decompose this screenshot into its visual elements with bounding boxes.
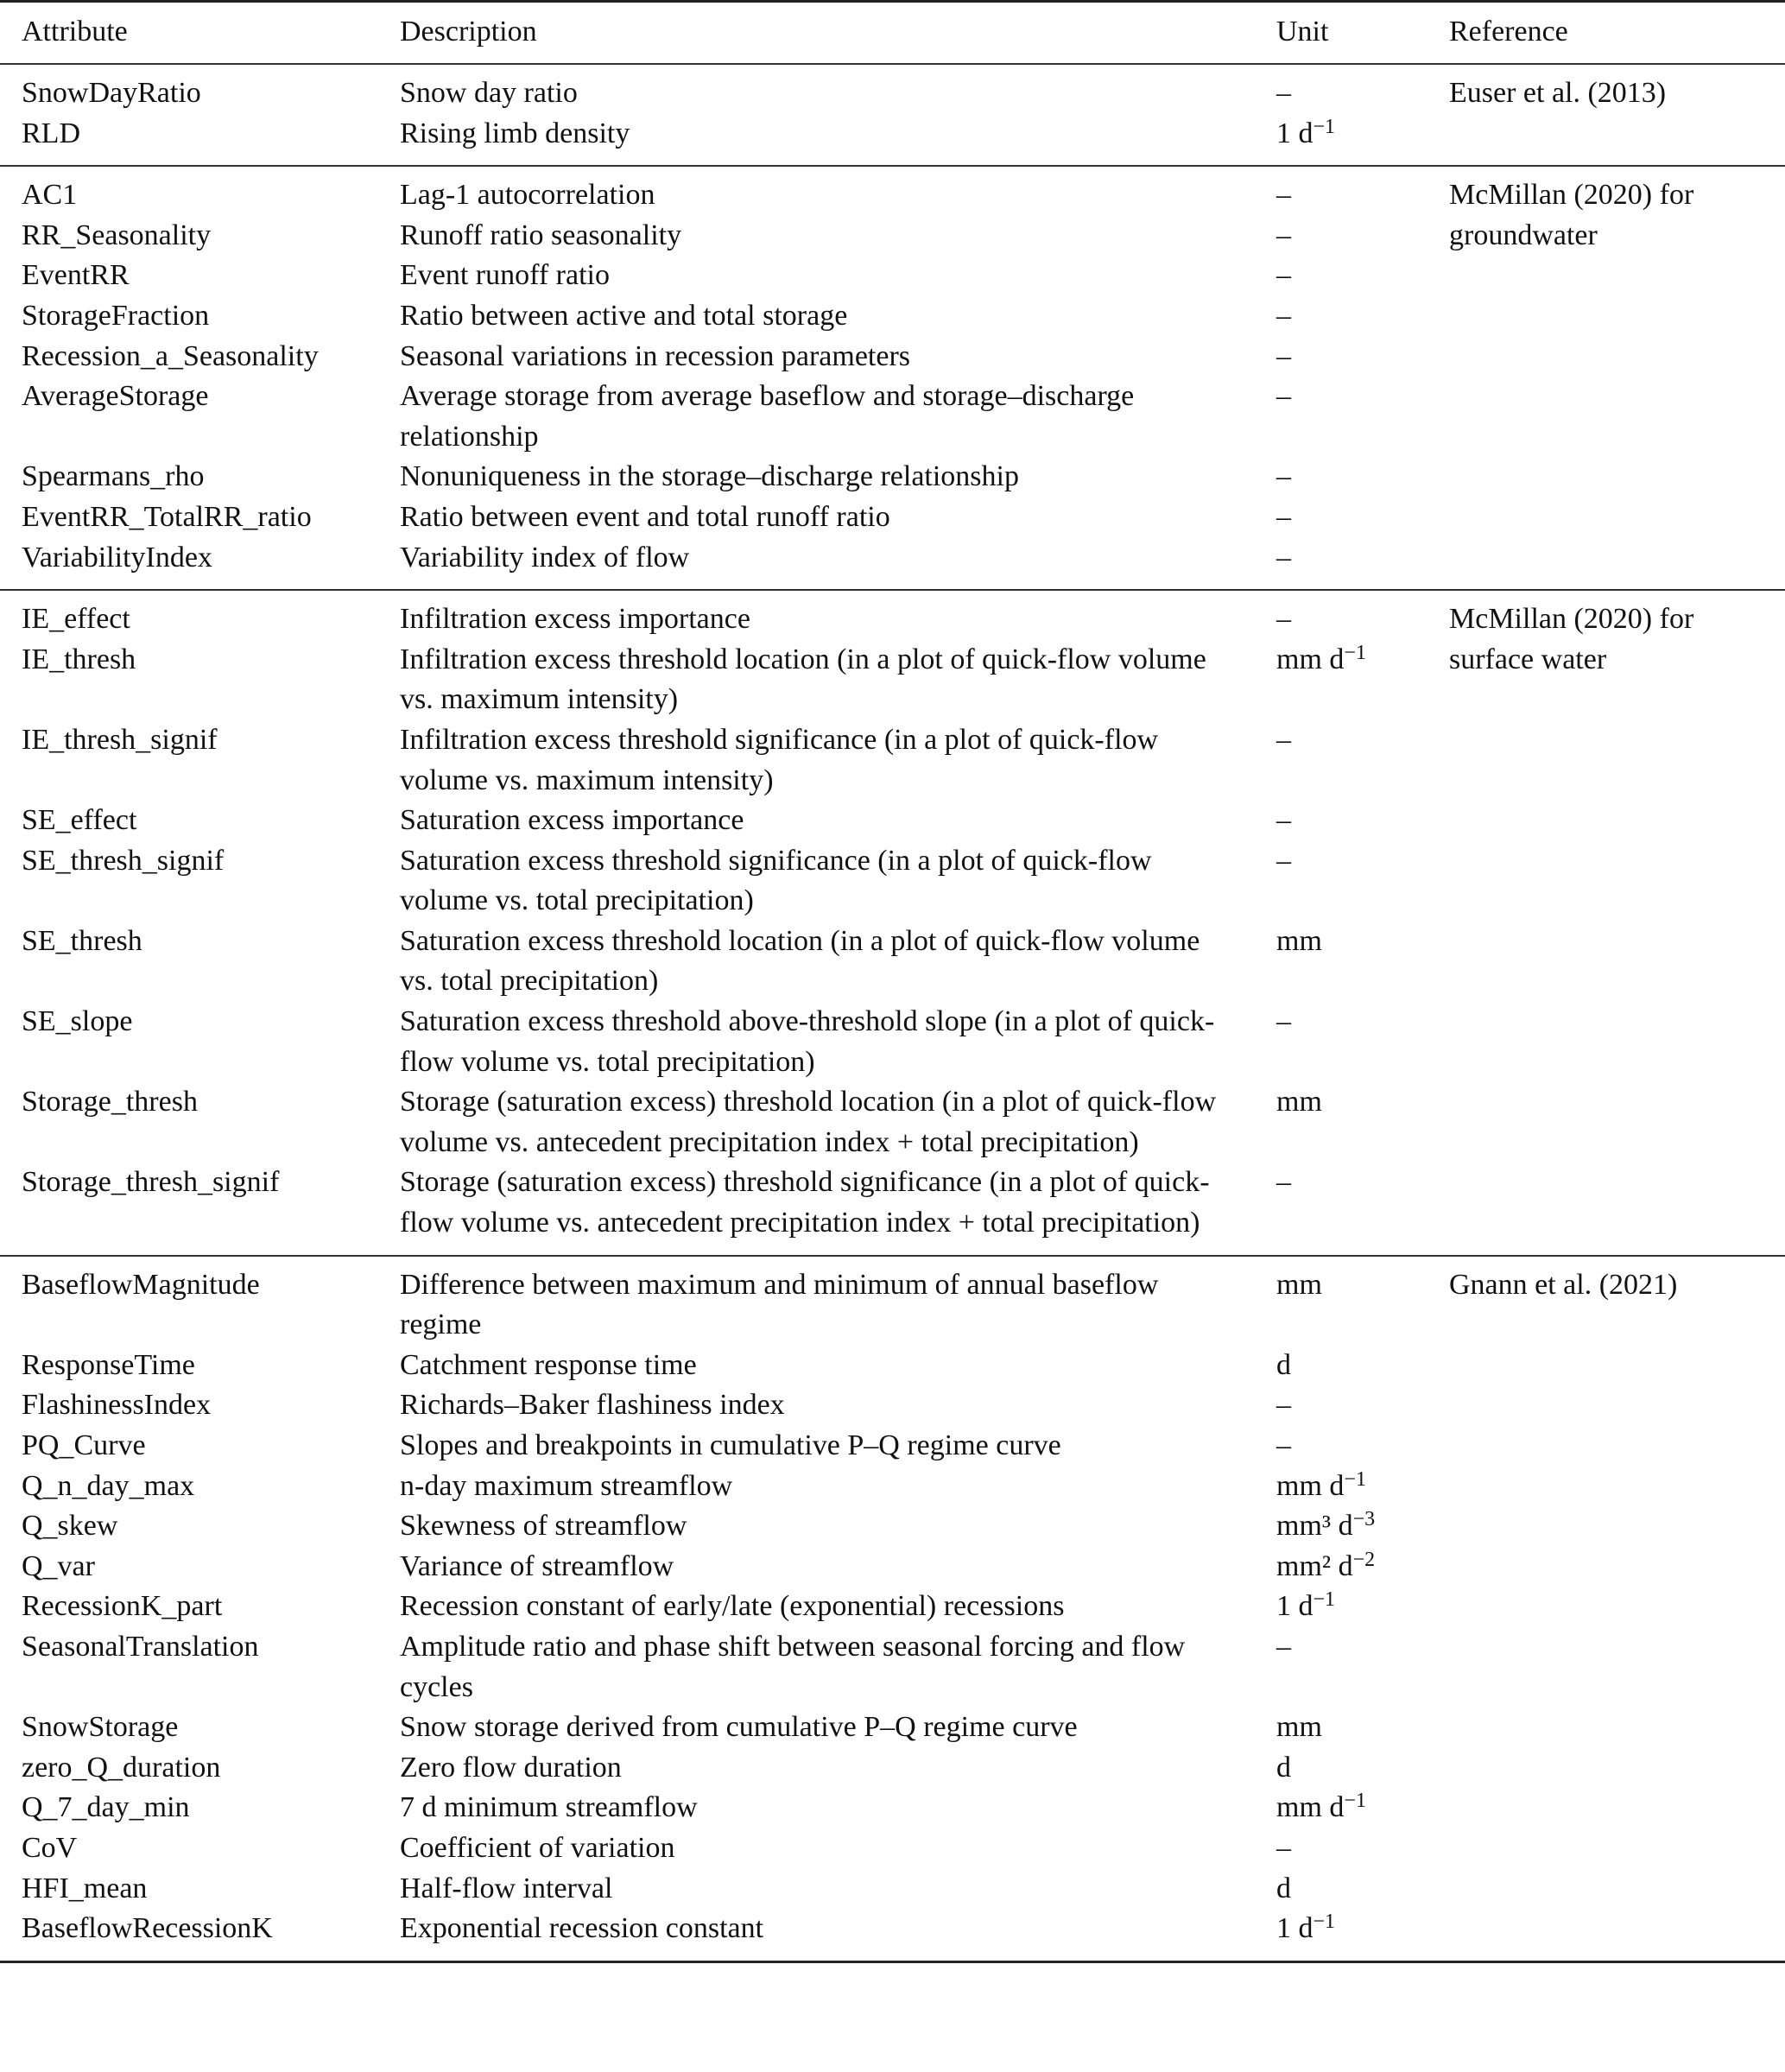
attribute-cell: Q_var (22, 1549, 95, 1582)
unit-cell (1276, 497, 1440, 538)
table-group (0, 1257, 1785, 1961)
unit-text: – (1276, 603, 1291, 636)
unit-exponent: −1 (1344, 1467, 1366, 1491)
unit-text: – (1276, 460, 1291, 493)
unit-cell (1276, 1909, 1440, 1949)
table-row (0, 337, 1785, 377)
unit-text: – (1276, 259, 1291, 292)
unit-text: mm (1276, 1268, 1322, 1301)
attribute-cell: Q_skew (22, 1510, 118, 1543)
group-reference: McMillan (2020) for groundwater (1449, 179, 1694, 251)
attribute-cell: RR_Seasonality (22, 219, 212, 251)
description-cell: Variability index of flow (400, 541, 690, 573)
attribute-cell: BaseflowMagnitude (22, 1268, 260, 1301)
unit-cell (1276, 922, 1440, 962)
attribute-cell: RLD (22, 117, 80, 149)
unit-text: 1 d (1276, 1912, 1313, 1945)
table-row (0, 1265, 1785, 1346)
table-row (0, 497, 1785, 538)
description-cell: Infiltration excess threshold significance (in a plot of quick-flow volume vs. maximum intensity) (400, 723, 1159, 796)
unit-text: d (1276, 1751, 1291, 1784)
table-row (0, 1506, 1785, 1547)
description-cell: Lag-1 autocorrelation (400, 179, 655, 212)
description-cell: 7 d minimum streamflow (400, 1791, 698, 1824)
description-cell: Ratio between active and total storage (400, 299, 848, 332)
attribute-cell: SE_slope (22, 1005, 133, 1038)
unit-cell (1276, 73, 1440, 114)
description-cell: Nonuniqueness in the storage–discharge relationship (400, 460, 1019, 493)
unit-cell (1276, 599, 1440, 640)
unit-text: mm (1276, 924, 1322, 957)
unit-exponent: −1 (1313, 1910, 1336, 1934)
unit-cell (1276, 1627, 1440, 1668)
description-cell: Infiltration excess threshold location (in a plot of quick-flow volume vs. maximum intensity) (400, 643, 1206, 716)
description-cell: Slopes and breakpoints in cumulative P–Q regime curve (400, 1429, 1061, 1461)
unit-text: – (1276, 541, 1291, 573)
attribute-cell: Storage_thresh_signif (22, 1166, 280, 1199)
description-cell: Event runoff ratio (400, 259, 610, 292)
unit-cell (1276, 114, 1440, 155)
attribute-cell: VariabilityIndex (22, 541, 212, 573)
unit-cell (1276, 377, 1440, 417)
description-cell: n-day maximum streamflow (400, 1469, 733, 1502)
description-cell: Saturation excess importance (400, 804, 744, 837)
description-cell: Richards–Baker flashiness index (400, 1389, 785, 1422)
attribute-cell: Recession_a_Seasonality (22, 339, 319, 372)
table-group (0, 591, 1785, 1255)
table-row (0, 720, 1785, 801)
description-cell: Variance of streamflow (400, 1549, 674, 1582)
description-cell: Zero flow duration (400, 1751, 622, 1784)
unit-cell (1276, 1708, 1440, 1748)
unit-text: mm² d (1276, 1549, 1353, 1582)
description-cell: Snow storage derived from cumulative P–Q regime curve (400, 1711, 1078, 1744)
table-row (0, 1082, 1785, 1163)
unit-cell (1276, 1547, 1440, 1587)
table-row (0, 1002, 1785, 1082)
table-row (0, 175, 1785, 216)
table-row (0, 73, 1785, 114)
attribute-cell: PQ_Curve (22, 1429, 146, 1461)
unit-text: – (1276, 1005, 1291, 1038)
unit-text: – (1276, 1389, 1291, 1422)
attribute-cell: Q_7_day_min (22, 1791, 190, 1824)
unit-cell (1276, 1265, 1440, 1306)
unit-cell (1276, 1082, 1440, 1123)
attribute-cell: ResponseTime (22, 1348, 195, 1381)
attribute-cell: IE_effect (22, 603, 130, 636)
table-row (0, 1748, 1785, 1789)
unit-cell (1276, 1002, 1440, 1042)
unit-text: – (1276, 1630, 1291, 1663)
unit-cell (1276, 256, 1440, 296)
description-cell: Catchment response time (400, 1348, 697, 1381)
attribute-cell: CoV (22, 1831, 78, 1864)
unit-cell (1276, 1869, 1440, 1910)
unit-text: mm³ d (1276, 1510, 1353, 1543)
unit-text: – (1276, 804, 1291, 837)
attribute-cell: zero_Q_duration (22, 1751, 221, 1784)
description-cell: Half-flow interval (400, 1872, 613, 1904)
unit-exponent: −1 (1344, 641, 1366, 664)
description-cell: Saturation excess threshold location (in a plot of quick-flow volume vs. total precipitation) (400, 924, 1200, 998)
unit-exponent: −1 (1313, 115, 1336, 138)
table-row (0, 1828, 1785, 1869)
unit-exponent: −1 (1313, 1588, 1336, 1612)
table-row (0, 640, 1785, 720)
description-cell: Ratio between event and total runoff ratio (400, 500, 890, 533)
unit-text: mm d (1276, 643, 1345, 675)
description-cell: Snow day ratio (400, 77, 578, 109)
table-row (0, 1869, 1785, 1910)
table-row (0, 1467, 1785, 1507)
attribute-cell: EventRR_TotalRR_ratio (22, 500, 312, 533)
attribute-cell: SE_thresh (22, 924, 142, 957)
description-cell: Amplitude ratio and phase shift between seasonal forcing and flow cycles (400, 1630, 1186, 1703)
group-reference: Gnann et al. (2021) (1449, 1268, 1678, 1301)
description-cell: Recession constant of early/late (exponential) recessions (400, 1590, 1065, 1623)
unit-text: 1 d (1276, 117, 1313, 149)
table-row (0, 801, 1785, 841)
unit-text: – (1276, 500, 1291, 533)
unit-cell (1276, 640, 1440, 681)
table-row (0, 922, 1785, 1002)
attribute-cell: Spearmans_rho (22, 460, 205, 493)
unit-cell (1276, 337, 1440, 377)
description-cell: Saturation excess threshold above-threshold slope (in a plot of quick-flow volume vs. total precipitation) (400, 1005, 1215, 1078)
attribute-cell: FlashinessIndex (22, 1389, 212, 1422)
unit-text: – (1276, 1429, 1291, 1461)
attribute-cell: IE_thresh (22, 643, 136, 675)
attribute-cell: BaseflowRecessionK (22, 1912, 273, 1945)
attribute-cell: StorageFraction (22, 299, 210, 332)
attribute-cell: RecessionK_part (22, 1590, 223, 1623)
attribute-cell: AverageStorage (22, 380, 209, 413)
table-row (0, 1587, 1785, 1627)
unit-text: – (1276, 844, 1291, 877)
attribute-cell: HFI_mean (22, 1872, 148, 1904)
table-row (0, 457, 1785, 497)
table-row (0, 1426, 1785, 1467)
unit-text: – (1276, 380, 1291, 413)
header-reference: Reference (1449, 16, 1568, 48)
table-row (0, 1385, 1785, 1426)
attribute-cell: Storage_thresh (22, 1086, 198, 1118)
unit-text: d (1276, 1872, 1291, 1904)
description-cell: Exponential recession constant (400, 1912, 764, 1945)
attribute-cell: SnowDayRatio (22, 77, 201, 109)
attribute-cell: EventRR (22, 259, 130, 292)
unit-text: mm (1276, 1086, 1322, 1118)
unit-cell (1276, 1346, 1440, 1386)
table-row (0, 377, 1785, 457)
group-reference: McMillan (2020) for surface water (1449, 603, 1694, 675)
table-body (0, 65, 1785, 1961)
unit-text: – (1276, 219, 1291, 251)
header-description: Description (400, 16, 537, 48)
table-row (0, 1547, 1785, 1587)
table-row (0, 256, 1785, 296)
description-cell: Saturation excess threshold significance (in a plot of quick-flow volume vs. total precipitation) (400, 844, 1152, 917)
unit-cell (1276, 1426, 1440, 1467)
table-row (0, 1788, 1785, 1828)
header-unit: Unit (1276, 16, 1329, 48)
unit-text: – (1276, 1166, 1291, 1199)
description-cell: Storage (saturation excess) threshold location (in a plot of quick-flow volume vs. antecedent precipitation index + total precipitation) (400, 1086, 1217, 1158)
description-cell: Seasonal variations in recession parameters (400, 339, 911, 372)
unit-text: mm d (1276, 1469, 1345, 1502)
unit-exponent: −2 (1352, 1548, 1376, 1571)
description-cell: Average storage from average baseflow and storage–discharge relationship (400, 380, 1135, 453)
unit-cell (1276, 457, 1440, 497)
attribute-cell: SnowStorage (22, 1711, 179, 1744)
table-row (0, 1346, 1785, 1386)
table-row (0, 841, 1785, 922)
attribute-cell: SE_thresh_signif (22, 844, 225, 877)
bottom-rule (0, 1961, 1785, 1963)
table-row (0, 1708, 1785, 1748)
description-cell: Rising limb density (400, 117, 630, 149)
unit-text: mm (1276, 1711, 1322, 1744)
group-reference: Euser et al. (2013) (1449, 77, 1667, 109)
header-attribute: Attribute (22, 16, 128, 48)
unit-cell (1276, 1788, 1440, 1828)
description-cell: Difference between maximum and minimum of annual baseflow regime (400, 1268, 1159, 1341)
table-row (0, 1627, 1785, 1708)
unit-cell (1276, 1467, 1440, 1507)
table-row (0, 599, 1785, 640)
attribute-cell: SE_effect (22, 804, 137, 837)
unit-cell (1276, 216, 1440, 257)
unit-text: – (1276, 339, 1291, 372)
unit-cell (1276, 1828, 1440, 1869)
description-cell: Storage (saturation excess) threshold significance (in a plot of quick-flow volume vs. antecedent precipitation index + total precipitation) (400, 1166, 1210, 1239)
table-row (0, 216, 1785, 257)
unit-text: – (1276, 77, 1291, 109)
unit-cell (1276, 801, 1440, 841)
unit-cell (1276, 1587, 1440, 1627)
attribute-cell: AC1 (22, 179, 78, 212)
unit-cell (1276, 296, 1440, 337)
attribute-cell: IE_thresh_signif (22, 723, 218, 756)
unit-cell (1276, 1163, 1440, 1203)
unit-text: d (1276, 1348, 1291, 1381)
unit-text: mm d (1276, 1791, 1345, 1824)
description-cell: Infiltration excess importance (400, 603, 750, 636)
unit-exponent: −3 (1352, 1508, 1376, 1531)
description-cell: Coefficient of variation (400, 1831, 675, 1864)
unit-text: 1 d (1276, 1590, 1313, 1623)
unit-exponent: −1 (1344, 1790, 1366, 1813)
description-cell: Skewness of streamflow (400, 1510, 687, 1543)
table-row (0, 538, 1785, 579)
description-cell: Runoff ratio seasonality (400, 219, 682, 251)
unit-text: – (1276, 179, 1291, 212)
unit-cell (1276, 841, 1440, 882)
table-row (0, 1909, 1785, 1949)
table-row (0, 114, 1785, 155)
unit-cell (1276, 175, 1440, 216)
unit-cell (1276, 1748, 1440, 1789)
attribute-cell: Q_n_day_max (22, 1469, 195, 1502)
table-row (0, 1163, 1785, 1243)
unit-text: – (1276, 723, 1291, 756)
table-group (0, 65, 1785, 165)
unit-text: – (1276, 299, 1291, 332)
table-header (0, 3, 1785, 63)
attribute-cell: SeasonalTranslation (22, 1630, 259, 1663)
unit-cell (1276, 1385, 1440, 1426)
table-row (0, 296, 1785, 337)
unit-cell (1276, 538, 1440, 579)
unit-cell (1276, 1506, 1440, 1547)
unit-cell (1276, 720, 1440, 761)
table-group (0, 167, 1785, 589)
unit-text: – (1276, 1831, 1291, 1864)
